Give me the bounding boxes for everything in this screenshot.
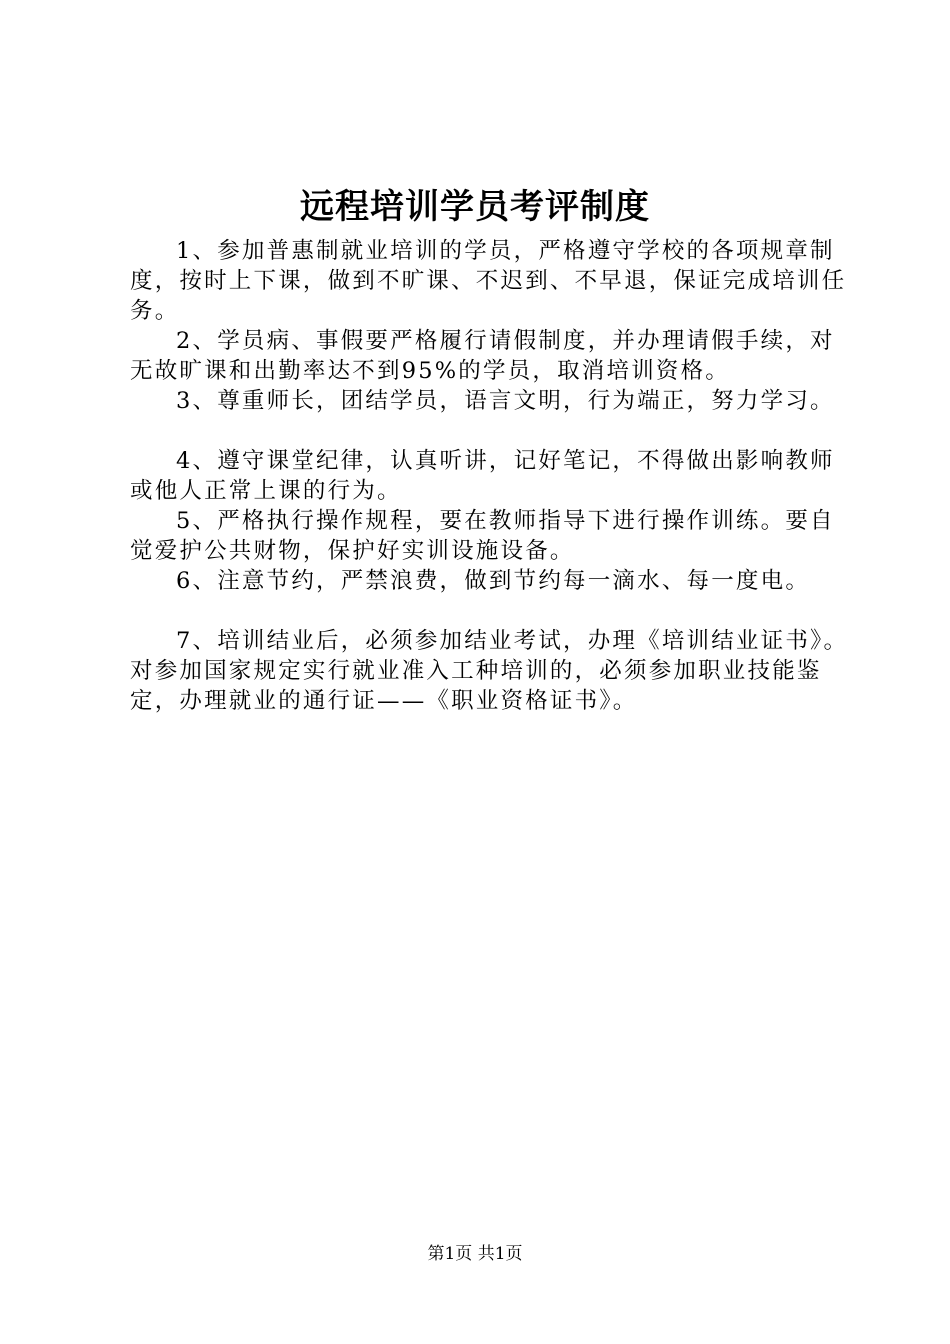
rule-paragraph-1: 1、参加普惠制就业培训的学员，严格遵守学校的各项规章制度，按时上下课，做到不旷课、不迟到、不早退，保证完成培训任务。 — [130, 238, 847, 324]
rule-paragraph-3: 3、尊重师长，团结学员，语言文明，行为端正，努力学习。 — [176, 388, 835, 414]
paragraph-spacer — [130, 416, 850, 446]
rule-paragraph-4: 4、遵守课堂纪律，认真听讲，记好笔记，不得做出影响教师或他人正常上课的行为。 — [130, 448, 835, 504]
rule-paragraph-7: 7、培训结业后，必须参加结业考试，办理《培训结业证书》。对参加国家规定实行就业准入工种培训的，必须参加职业技能鉴定，办理就业的通行证——《职业资格证书》。 — [130, 628, 849, 714]
rule-paragraph-6: 6、注意节约，严禁浪费，做到节约每一滴水、每一度电。 — [176, 568, 811, 594]
document-title: 远程培训学员考评制度 — [300, 187, 650, 227]
paragraph-spacer — [130, 596, 850, 626]
document-body — [130, 236, 850, 716]
rule-paragraph-5: 5、严格执行操作规程，要在教师指导下进行操作训练。要自觉爱护公共财物，保护好实训设施设备。 — [130, 508, 835, 564]
rule-paragraph-2: 2、学员病、事假要严格履行请假制度，并办理请假手续，对无故旷课和出勤率达不到95%的学员，取消培训资格。 — [130, 328, 835, 384]
page-footer: 第1页 共1页 — [427, 1244, 523, 1264]
